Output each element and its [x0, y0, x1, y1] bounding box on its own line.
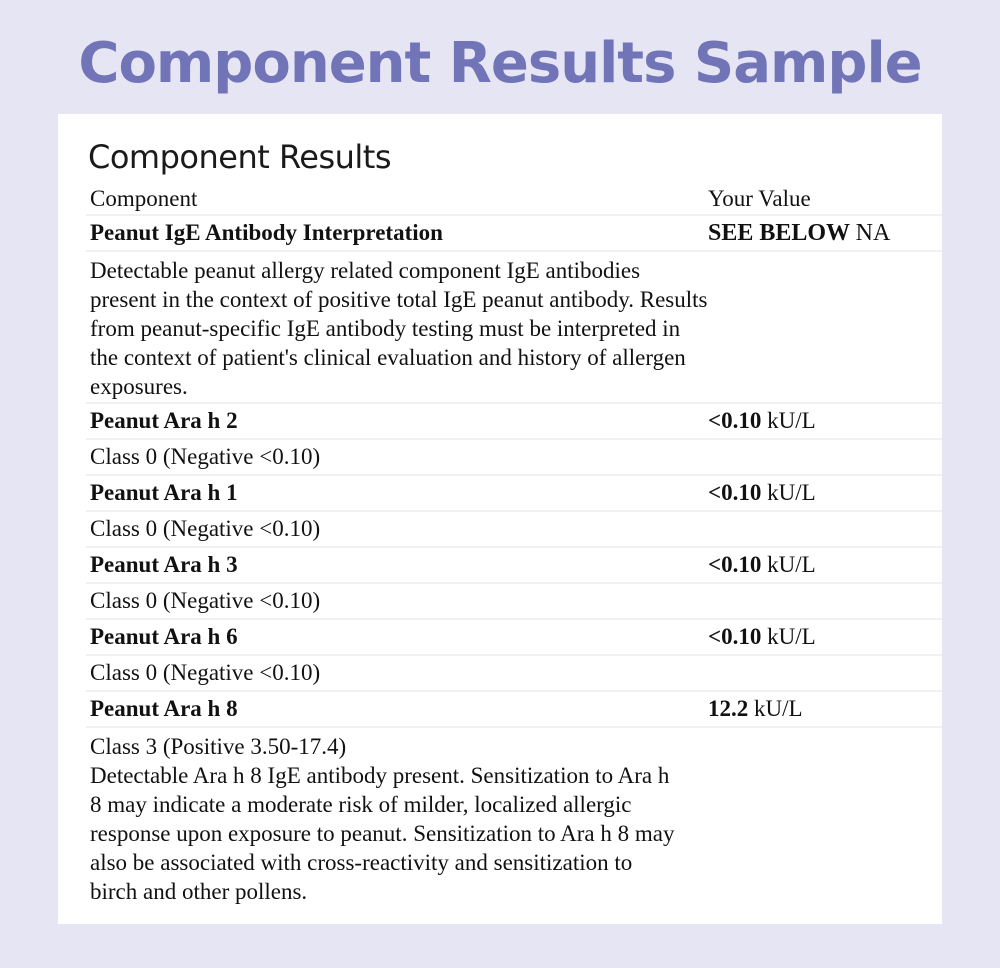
table-row-description	[86, 252, 942, 404]
value-unit: kU/L	[767, 552, 816, 577]
value-number: <0.10	[708, 480, 762, 505]
component-class: Class 3 (Positive 3.50-17.4)	[90, 734, 347, 759]
table-row	[86, 692, 942, 728]
component-value	[708, 220, 942, 247]
value-number: 12.2	[708, 696, 749, 721]
component-name: Peanut Ara h 2	[90, 408, 238, 433]
results-table	[86, 184, 942, 910]
value-unit: kU/L	[767, 408, 816, 433]
table-row	[86, 404, 942, 440]
component-description: Class 0 (Negative <0.10)	[90, 588, 321, 613]
table-row-description	[86, 728, 942, 910]
banner-title: Component Results Sample	[78, 31, 922, 96]
value-unit: kU/L	[754, 696, 803, 721]
component-value	[708, 696, 942, 722]
value-number: <0.10	[708, 408, 762, 433]
component-name: Peanut Ara h 3	[90, 552, 238, 577]
value-number: <0.10	[708, 552, 762, 577]
table-header-row	[86, 184, 942, 216]
card-title: Component Results	[88, 138, 391, 176]
table-row	[86, 620, 942, 656]
value-number: <0.10	[708, 624, 762, 649]
results-card	[58, 114, 942, 924]
component-name: Peanut Ara h 8	[90, 696, 238, 721]
component-name: Peanut IgE Antibody Interpretation	[90, 220, 443, 245]
component-description: Class 0 (Negative <0.10)	[90, 444, 321, 469]
component-name: Peanut Ara h 1	[90, 480, 238, 505]
value-unit: kU/L	[767, 624, 816, 649]
component-value	[708, 552, 942, 578]
header-component: Component	[90, 186, 198, 211]
table-row	[86, 216, 942, 252]
component-description: Class 0 (Negative <0.10)	[90, 660, 321, 685]
table-row	[86, 476, 942, 512]
table-row-description	[86, 584, 942, 620]
value-number: SEE BELOW	[708, 219, 850, 246]
component-value	[708, 480, 942, 506]
value-unit: NA	[855, 219, 891, 246]
component-value	[708, 408, 942, 434]
table-row-description	[86, 656, 942, 692]
value-unit: kU/L	[767, 480, 816, 505]
component-name: Peanut Ara h 6	[90, 624, 238, 649]
component-description: Detectable peanut allergy related component IgE antibodies present in the context of positive total IgE peanut antibody. Results from peanut-specific IgE antibody testing must be interpreted in the context of patient's clinical evaluation and history of allergen exposures.	[90, 258, 708, 399]
header-your-value: Your Value	[708, 186, 811, 211]
component-description: Class 0 (Negative <0.10)	[90, 516, 321, 541]
table-row-description	[86, 512, 942, 548]
component-value	[708, 624, 942, 650]
component-description: Detectable Ara h 8 IgE antibody present. Sensitization to Ara h 8 may indicate a moderate risk of milder, localized allergic response upon exposure to peanut. Sensitization to Ara h 8 may also be associated with cross-reactivity and sensitization to birch and other pollens.	[90, 763, 675, 904]
table-row	[86, 548, 942, 584]
table-row-description	[86, 440, 942, 476]
